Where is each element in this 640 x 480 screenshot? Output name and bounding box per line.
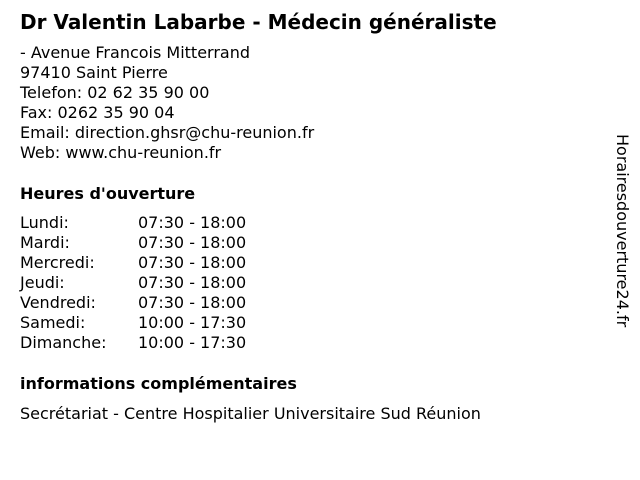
site-watermark: Horairesdouverture24.fr	[613, 134, 632, 328]
city-postcode: 97410 Saint Pierre	[20, 63, 168, 82]
day-label: Mardi:	[20, 233, 70, 252]
opening-hours-heading: Heures d'ouverture	[20, 184, 196, 203]
page-title: Dr Valentin Labarbe - Médecin généraliste	[20, 10, 497, 34]
day-label: Mercredi:	[20, 253, 95, 272]
time-range: 10:00 - 17:30	[138, 313, 247, 332]
day-label: Vendredi:	[20, 293, 96, 312]
address-block	[20, 43, 314, 163]
time-range: 07:30 - 18:00	[138, 213, 247, 232]
street-address: - Avenue Francois Mitterrand	[20, 43, 251, 62]
time-range: 07:30 - 18:00	[138, 273, 247, 292]
email-address: Email: direction.ghsr@chu-reunion.fr	[20, 123, 315, 142]
day-label: Lundi:	[20, 213, 69, 232]
time-range: 07:30 - 18:00	[138, 253, 247, 272]
day-label: Jeudi:	[20, 273, 65, 292]
time-range: 07:30 - 18:00	[138, 293, 247, 312]
phone-number: Telefon: 02 62 35 90 00	[20, 83, 210, 102]
website: Web: www.chu-reunion.fr	[20, 143, 222, 162]
day-label: Samedi:	[20, 313, 86, 332]
fax-number: Fax: 0262 35 90 04	[20, 103, 175, 122]
additional-info-text: Secrétariat - Centre Hospitalier Universitaire Sud Réunion	[20, 404, 481, 423]
additional-info-heading: informations complémentaires	[20, 374, 297, 393]
time-range: 07:30 - 18:00	[138, 233, 247, 252]
day-label: Dimanche:	[20, 333, 107, 352]
time-range: 10:00 - 17:30	[138, 333, 247, 352]
